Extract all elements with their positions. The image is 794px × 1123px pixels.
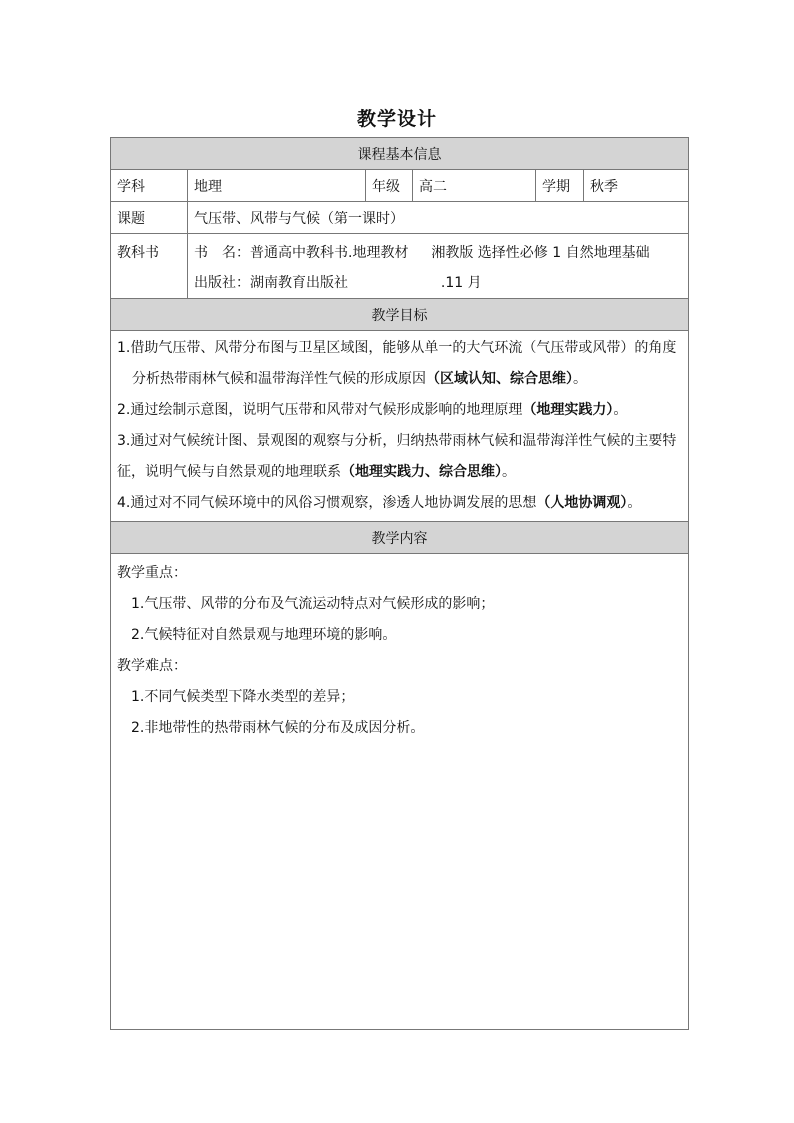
content-row xyxy=(111,554,689,1030)
textbook-label: 教科书 xyxy=(111,234,188,299)
topic-label: 课题 xyxy=(111,202,188,234)
goal-1-cont: 分析热带雨林气候和温带海洋性气候的形成原因（区域认知、综合思维）。 xyxy=(132,371,587,387)
topic-row xyxy=(111,202,689,234)
section-header-goals xyxy=(111,299,689,331)
book-edition: 湘教版 选择性必修 1 自然地理基础 xyxy=(431,245,650,261)
publisher-line xyxy=(194,268,682,298)
goal-2: 2.通过绘制示意图，说明气压带和风带对气候形成影响的地理原理（地理实践力）。 xyxy=(117,402,628,418)
difficult-point-item: 2.非地带性的热带雨林气候的分布及成因分析。 xyxy=(131,720,425,736)
key-point-item: 2.气候特征对自然景观与地理环境的影响。 xyxy=(131,627,397,643)
book-name-line xyxy=(194,238,682,268)
subject-value: 地理 xyxy=(188,170,366,202)
difficult-point-item: 1.不同气候类型下降水类型的差异； xyxy=(131,689,355,705)
difficult-points-label: 教学难点： xyxy=(117,658,187,674)
term-value: 秋季 xyxy=(584,170,689,202)
goal-4: 4.通过对不同气候环境中的风俗习惯观察，渗透人地协调发展的思想（人地协调观）。 xyxy=(117,495,642,511)
section-header-basic-info xyxy=(111,138,689,170)
lesson-plan-table xyxy=(110,137,689,1030)
term-label: 学期 xyxy=(536,170,584,202)
goal-3-cont: 征，说明气候与自然景观的地理联系（地理实践力、综合思维）。 xyxy=(117,464,516,480)
goal-3: 3.通过对气候统计图、景观图的观察与分析，归纳热带雨林气候和温带海洋性气候的主要特 xyxy=(117,433,677,449)
section-title-basic-info: 课程基本信息 xyxy=(111,138,689,170)
grade-value: 高二 xyxy=(413,170,536,202)
page-title: 教学设计 xyxy=(356,108,437,130)
goals-cell xyxy=(111,331,689,522)
subject-label: 学科 xyxy=(111,170,188,202)
section-title-goals: 教学目标 xyxy=(111,299,689,331)
goals-row xyxy=(111,331,689,522)
info-row xyxy=(111,170,689,202)
section-title-content: 教学内容 xyxy=(111,522,689,554)
topic-value: 气压带、风带与气候（第一课时） xyxy=(188,202,689,234)
key-point-item: 1.气压带、风带的分布及气流运动特点对气候形成的影响； xyxy=(131,596,495,612)
textbook-row xyxy=(111,234,689,299)
content-cell xyxy=(111,554,689,1030)
book-name: 书 名：普通高中教科书.地理教材 xyxy=(194,245,409,261)
publish-date: .11 月 xyxy=(440,275,482,291)
publisher: 出版社：湖南教育出版社 xyxy=(194,275,348,291)
grade-label: 年级 xyxy=(366,170,413,202)
key-points-label: 教学重点： xyxy=(117,565,187,581)
goal-1: 1.借助气压带、风带分布图与卫星区域图，能够从单一的大气环流（气压带或风带）的角度 xyxy=(117,340,677,356)
textbook-value xyxy=(188,234,689,299)
section-header-content xyxy=(111,522,689,554)
